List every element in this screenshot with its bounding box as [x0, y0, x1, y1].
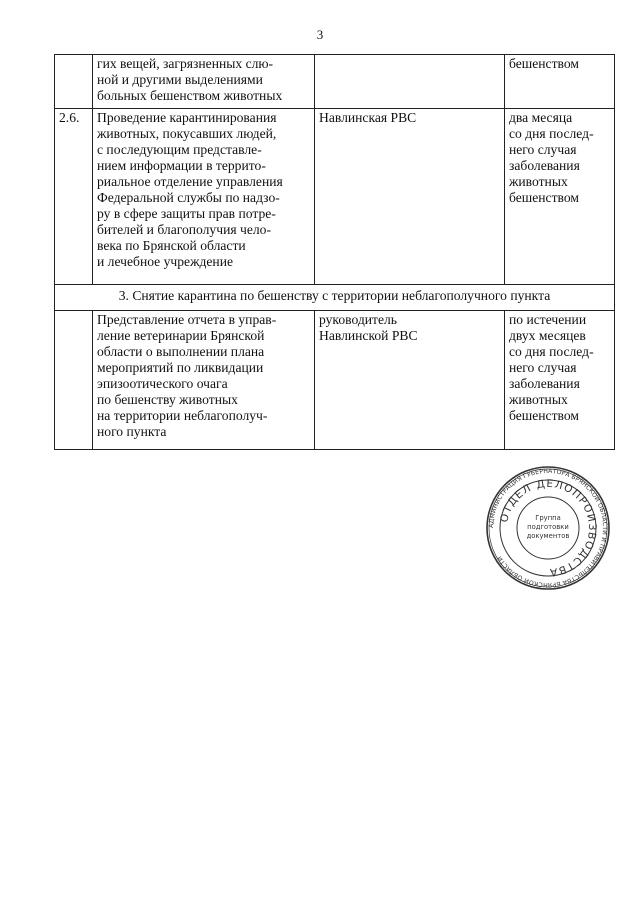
responsible-cell: Навлинская РВС	[315, 109, 505, 285]
row-number	[55, 311, 93, 450]
stamp-center-line: подготовки	[527, 523, 569, 531]
table-row	[55, 55, 615, 109]
responsible-cell	[315, 55, 505, 109]
responsible-cell: руководитель Навлинской РВС	[315, 311, 505, 450]
section-title: 3. Снятие карантина по бешенству с территории неблагополучного пункта	[55, 285, 615, 311]
stamp-center-line: документов	[526, 532, 570, 540]
row-number	[55, 55, 93, 109]
section-row	[55, 285, 615, 311]
term-cell: по истечении двух месяцев со дня послед- него случая заболевания животных бешенством	[505, 311, 615, 450]
table-row	[55, 109, 615, 285]
table-row	[55, 311, 615, 450]
row-number: 2.6.	[55, 109, 93, 285]
stamp-inner-text: ОТДЕЛ ДЕЛОПРОИЗВОДСТВА	[498, 477, 599, 579]
action-cell: гих вещей, загрязненных слю- ной и другими выделениями больных бешенством животных	[93, 55, 315, 109]
term-cell: бешенством	[505, 55, 615, 109]
action-cell: Представление отчета в управ- ление ветеринарии Брянской области о выполнении плана мероприятий по ликвидации эпизоотического очага по бешенству животных на территории неблагополуч- ного пункта	[93, 311, 315, 450]
stamp-outer-text: АДМИНИСТРАЦИЯ ГУБЕРНАТОРА БРЯНСКОЙ ОБЛАСТИ И ПРАВИТЕЛЬСТВА БРЯНСКОЙ ОБЛАСТИ	[487, 467, 609, 589]
stamp-center-line: Группа	[535, 514, 561, 522]
page-number: 3	[316, 27, 324, 42]
term-cell: два месяца со дня послед- него случая заболевания животных бешенством	[505, 109, 615, 285]
action-cell: Проведение карантинирования животных, покусавших людей, с последующим представле- нием информации в террито- риальное отделение управления Федеральной службы по надзо- ру в сфере защиты прав потре- бителей и благополучия чело- века по Брянской области и лечебное учреждение	[93, 109, 315, 285]
measures-table	[54, 54, 615, 450]
official-stamp	[485, 465, 611, 591]
